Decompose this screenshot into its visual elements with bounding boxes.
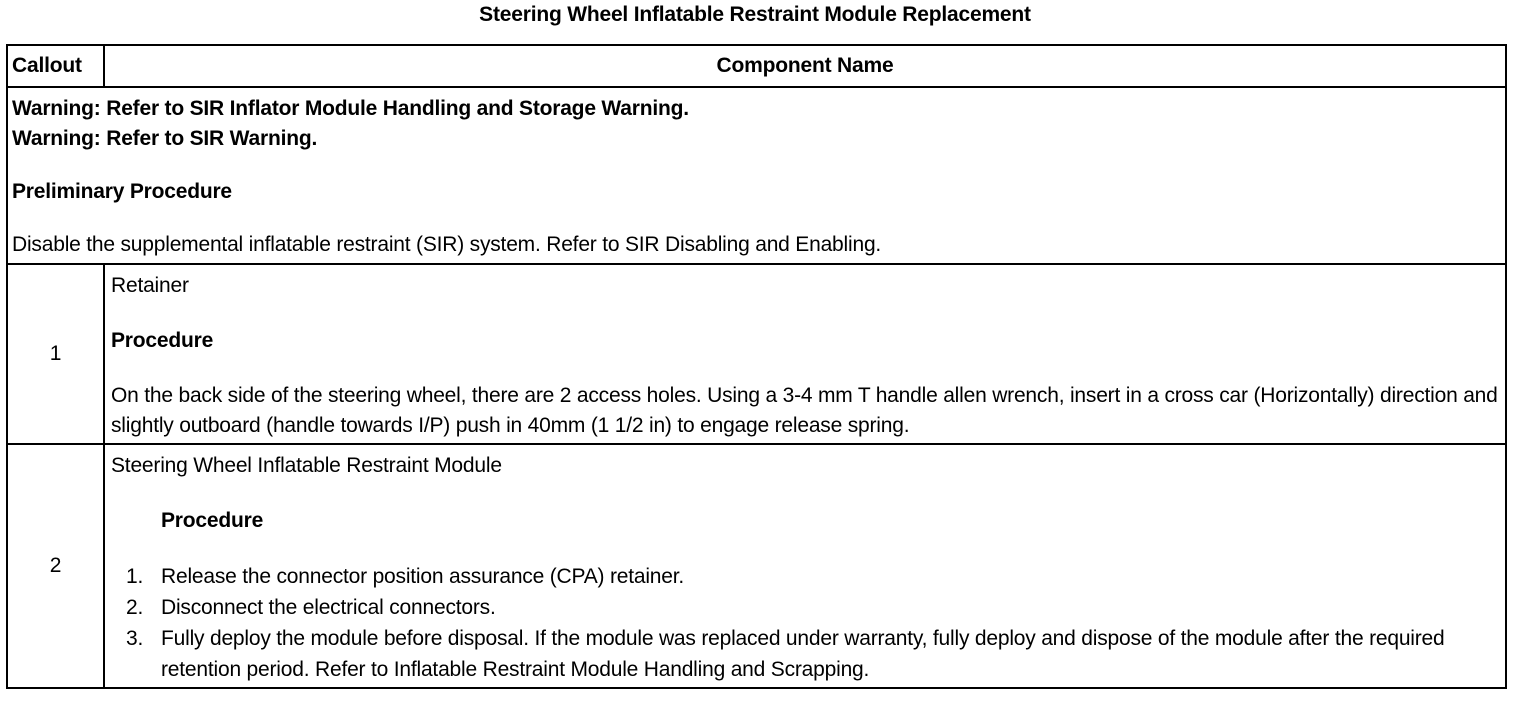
step-text: Disconnect the electrical connectors. [161, 596, 496, 619]
table-row [7, 444, 1506, 688]
procedure-text: On the back side of the steering wheel, there are 2 access holes. Using a 3-4 mm T handle allen wrench, insert in a cross car (Horizontally) direction and slightly outboard (handle towards I/P) push in 40mm (1 1/2 in) to engage release spring. [111, 384, 1498, 437]
preliminary-procedure-text: Disable the supplemental inflatable restraint (SIR) system. Refer to SIR Disabling and Enabling. [12, 233, 882, 256]
step-text: Release the connector position assurance (CPA) retainer. [161, 565, 685, 588]
component-name-column-header: Component Name [104, 45, 1506, 87]
procedure-steps [111, 561, 1499, 685]
component-name: Steering Wheel Inflatable Restraint Module [111, 454, 502, 477]
preliminary-procedure-heading: Preliminary Procedure [12, 180, 232, 203]
warning-sir: Warning: Refer to SIR Warning. [12, 127, 318, 150]
component-name: Retainer [111, 274, 189, 297]
preliminary-cell [7, 87, 1506, 264]
warning-inflator-handling: Warning: Refer to SIR Inflator Module Handling and Storage Warning. [12, 97, 689, 120]
table-header-row [7, 45, 1506, 87]
step-number: 3. [126, 627, 144, 650]
procedure-step [111, 623, 1499, 685]
table-row [7, 264, 1506, 444]
step-text: Fully deploy the module before disposal. If the module was replaced under warranty, fully deploy and dispose of the module after the required retention period. Refer to Inflatable Restraint Module Handling and Scrapping. [161, 627, 1445, 681]
component-cell [104, 264, 1506, 444]
procedure-step [111, 561, 1499, 592]
procedure-heading: Procedure [111, 329, 214, 352]
procedure-table [6, 44, 1507, 689]
procedure-heading: Procedure [161, 509, 264, 532]
document-title: Steering Wheel Inflatable Restraint Module Replacement [479, 3, 1031, 26]
preliminary-row [7, 87, 1506, 264]
procedure-step [111, 592, 1499, 623]
callout-number: 1 [7, 264, 104, 444]
callout-number: 2 [7, 444, 104, 688]
step-number: 1. [126, 565, 144, 588]
component-cell [104, 444, 1506, 688]
step-number: 2. [126, 596, 144, 619]
callout-column-header: Callout [7, 45, 104, 87]
